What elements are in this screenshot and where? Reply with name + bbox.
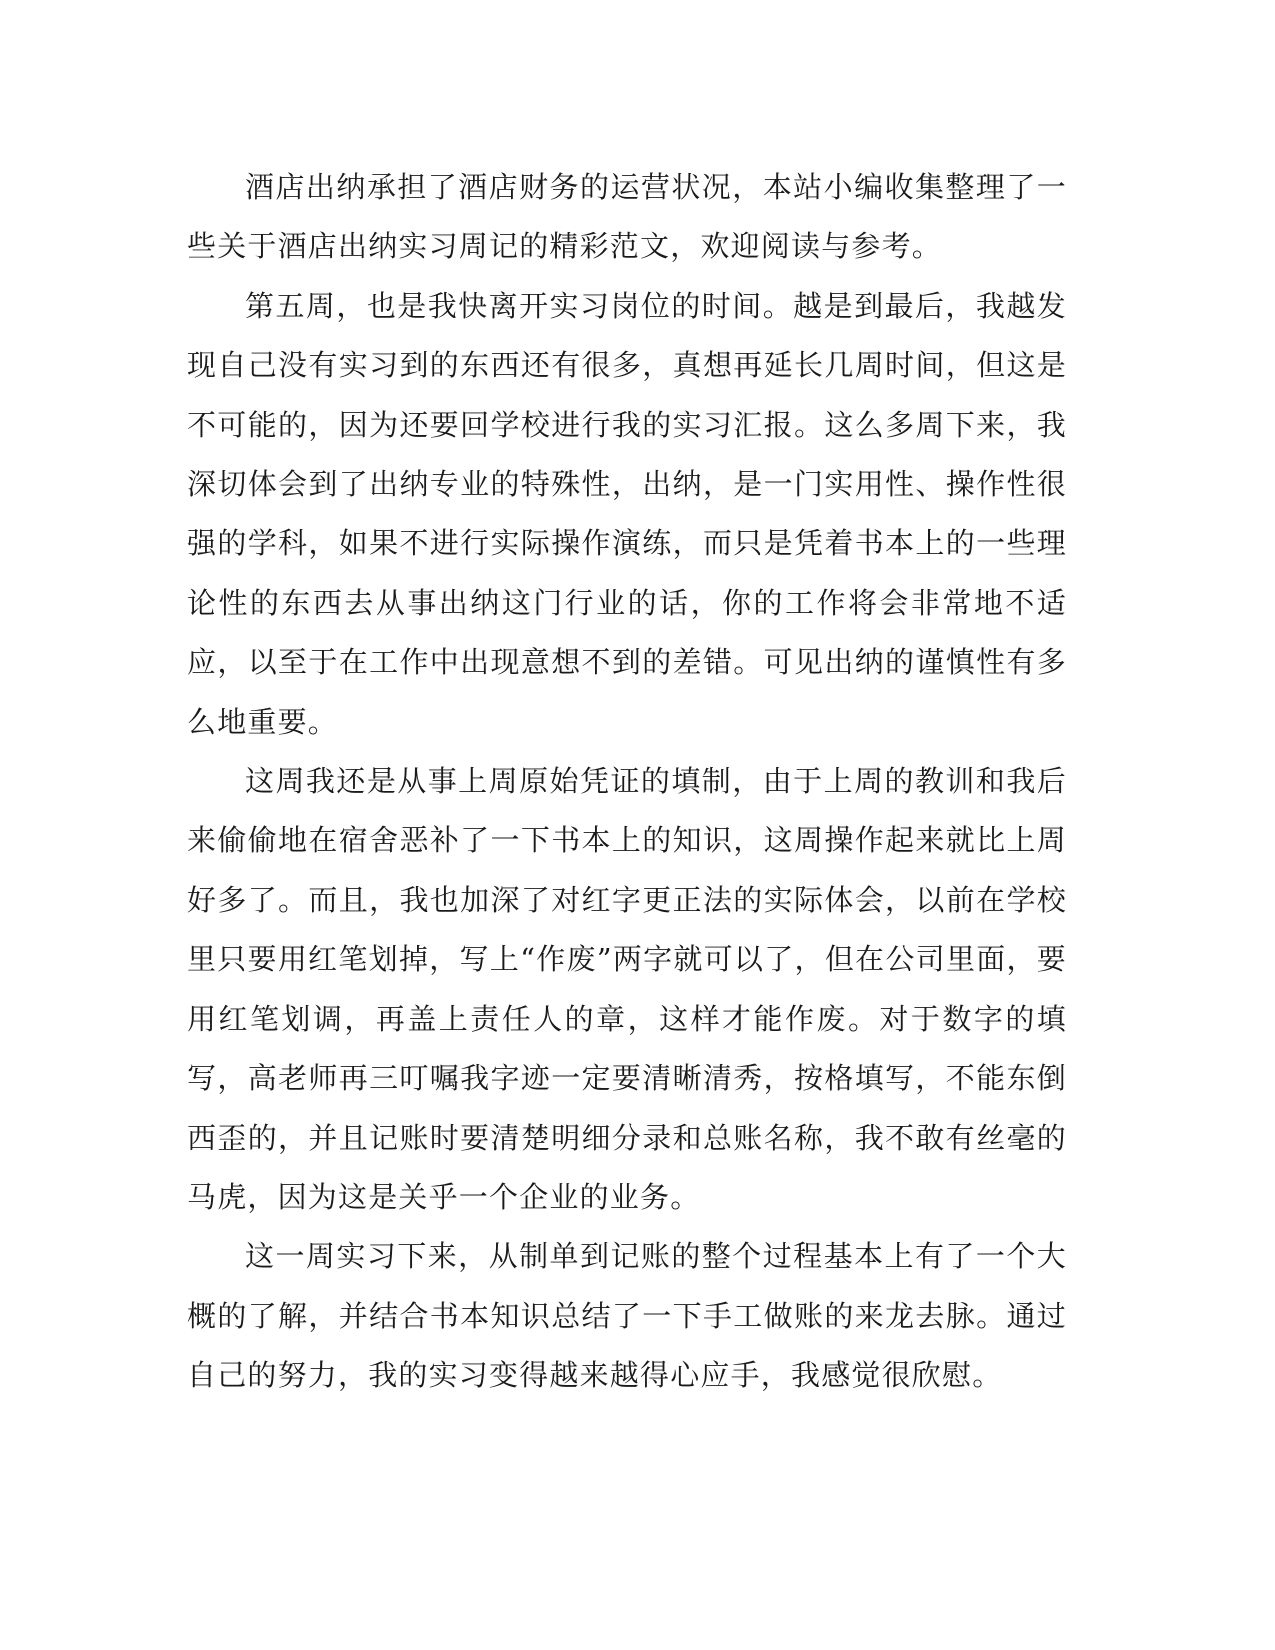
- paragraph-vouchers: 这周我还是从事上周原始凭证的填制，由于上周的教训和我后来偷偷地在宿舍恶补了一下书本上的知识，这周操作起来就比上周好多了。而且，我也加深了对红字更正法的实际体会，以前在学校里只要用红笔划掉，写上“作废”两字就可以了，但在公司里面，要用红笔划调，再盖上责任人的章，这样才能作废。对于数字的填写，高老师再三叮嘱我字迹一定要清晰清秀，按格填写，不能东倒西歪的，并且记账时要清楚明细分录和总账名称，我不敢有丝毫的马虎，因为这是关乎一个企业的业务。: [187, 764, 1067, 1214]
- document-body: [187, 158, 1067, 1406]
- paragraph-intro: 酒店出纳承担了酒店财务的运营状况，本站小编收集整理了一些关于酒店出纳实习周记的精彩范文，欢迎阅读与参考。: [187, 170, 1067, 264]
- paragraph-summary: 这一周实习下来，从制单到记账的整个过程基本上有了一个大概的了解，并结合书本知识总结了一下手工做账的来龙去脉。通过自己的努力，我的实习变得越来越得心应手，我感觉很欣慰。: [187, 1239, 1067, 1393]
- paragraph-week-five: 第五周，也是我快离开实习岗位的时间。越是到最后，我越发现自己没有实习到的东西还有很多，真想再延长几周时间，但这是不可能的，因为还要回学校进行我的实习汇报。这么多周下来，我深切体会到了出纳专业的特殊性，出纳，是一门实用性、操作性很强的学科，如果不进行实际操作演练，而只是凭着书本上的一些理论性的东西去从事出纳这门行业的话，你的工作将会非常地不适应，以至于在工作中出现意想不到的差错。可见出纳的谨慎性有多么地重要。: [187, 288, 1067, 739]
